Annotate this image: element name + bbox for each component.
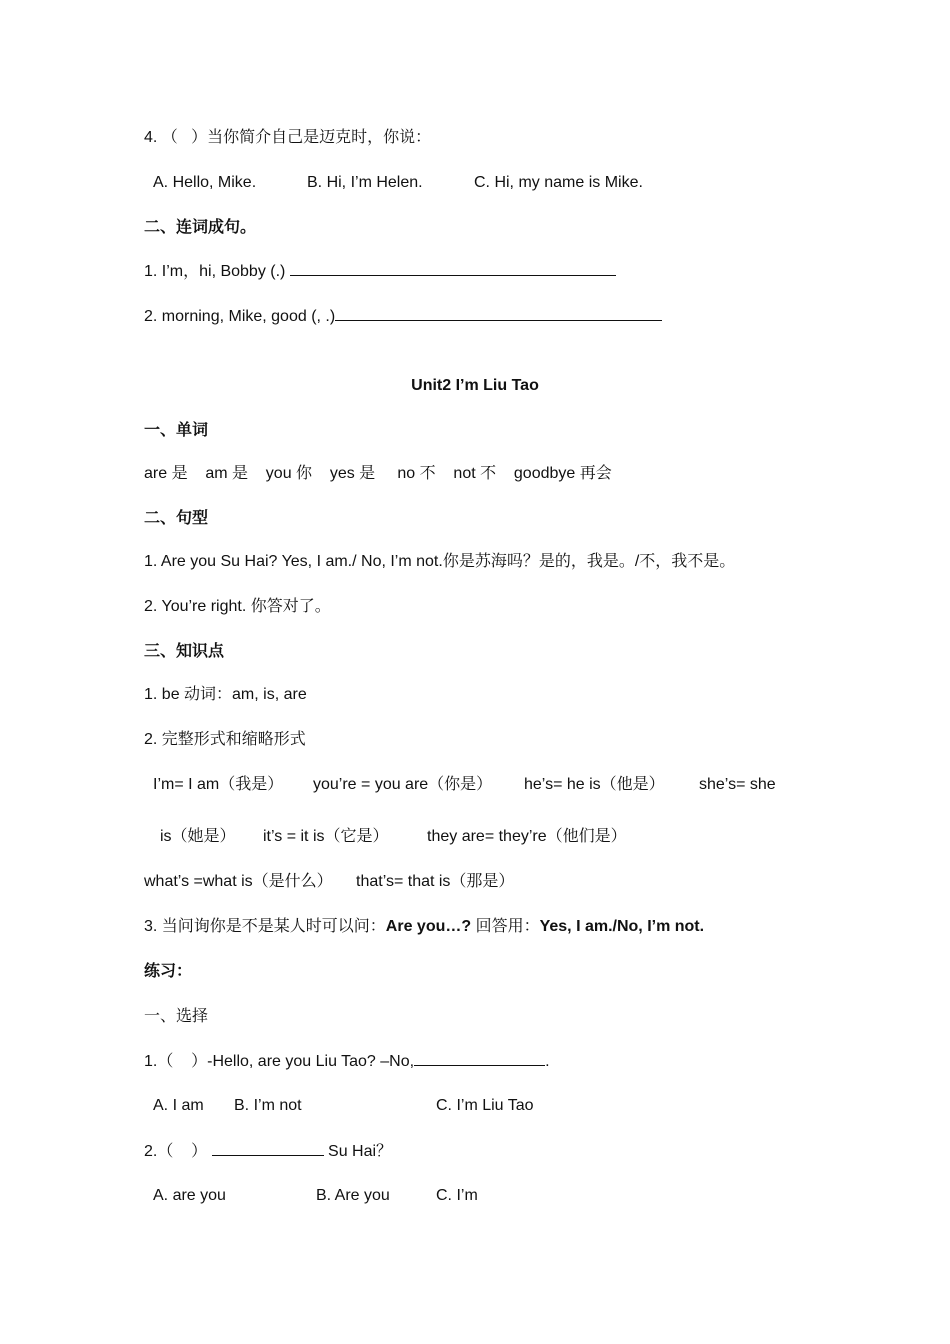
contraction-its: it’s = it is（它是） — [263, 828, 389, 845]
connect-item-2-text: 2. morning, Mike, good (, .) — [144, 308, 336, 325]
connect-item-2 — [144, 306, 662, 327]
knowledge-3-mid: 回答用： — [471, 918, 540, 935]
contraction-whats: what’s =what is（是什么） — [144, 873, 333, 890]
question-1-option-a: A. I am — [153, 1097, 204, 1114]
section-heading-choice: 一、选择 — [144, 1008, 209, 1025]
question-2-option-a: A. are you — [153, 1187, 226, 1204]
section-heading-practice: 练习： — [144, 963, 193, 980]
contraction-im: I’m= I am（我是） — [153, 776, 284, 793]
question-2-option-c: C. I’m — [436, 1187, 478, 1204]
knowledge-point-2: 2. 完整形式和缩略形式 — [144, 731, 306, 748]
question-1-option-c: C. I’m Liu Tao — [436, 1097, 534, 1114]
knowledge-point-1: 1. be 动词：am, is, are — [144, 686, 307, 703]
contraction-theyre: they are= they’re（他们是） — [427, 828, 627, 845]
question-1-end: . — [545, 1053, 550, 1070]
knowledge-3-prefix: 3. 当问询你是不是某人时可以问： — [144, 918, 386, 935]
contraction-shes: she’s= she — [699, 776, 776, 793]
question-1-stem: 1.（ ）-Hello, are you Liu Tao? –No, — [144, 1053, 415, 1070]
sentence-2: 2. You’re right. 你答对了。 — [144, 598, 331, 615]
question-1-option-b: B. I’m not — [234, 1097, 302, 1114]
section-heading-knowledge: 三、知识点 — [144, 643, 225, 660]
answer-blank — [290, 261, 616, 276]
answer-blank — [212, 1141, 324, 1156]
question-2-end: Su Hai？ — [323, 1143, 393, 1160]
question-1 — [144, 1051, 550, 1072]
question-2 — [144, 1141, 392, 1162]
contraction-youre: you’re = you are（你是） — [313, 776, 493, 793]
connect-item-1 — [144, 261, 616, 282]
connect-item-1-text: 1. I’m，hi, Bobby (.) — [144, 263, 290, 280]
knowledge-point-3 — [144, 917, 704, 937]
question-4-option-c: C. Hi, my name is Mike. — [474, 174, 643, 191]
knowledge-3-answer: Yes, I am./No, I’m not. — [539, 918, 705, 935]
answer-blank — [335, 306, 662, 321]
section-heading-vocabulary: 一、单词 — [144, 422, 209, 439]
sentence-1: 1. Are you Su Hai? Yes, I am./ No, I’m not.你是苏海吗？是的，我是。/不，我不是。 — [144, 553, 736, 570]
question-2-option-b: B. Are you — [316, 1187, 390, 1204]
contraction-hes: he’s= he is（他是） — [524, 776, 665, 793]
knowledge-3-question: Are you…? — [385, 918, 472, 935]
contraction-shes-continued: is（她是） — [160, 828, 236, 845]
contraction-thats: that’s= that is（那是） — [356, 873, 515, 890]
section-heading-connect-words: 二、连词成句。 — [144, 219, 257, 236]
question-4-option-b: B. Hi, I’m Helen. — [307, 174, 423, 191]
question-4-option-a: A. Hello, Mike. — [153, 174, 257, 191]
section-heading-sentences: 二、句型 — [144, 510, 209, 527]
question-2-stem: 2.（ ） — [144, 1143, 212, 1160]
unit-title: Unit2 I’m Liu Tao — [411, 377, 539, 394]
answer-blank — [414, 1051, 545, 1066]
vocabulary-line: are 是 am 是 you 你 yes 是 no 不 not 不 goodbye 再会 — [144, 465, 612, 482]
question-4-stem: 4. （ ）当你简介自己是迈克时，你说： — [144, 129, 432, 146]
